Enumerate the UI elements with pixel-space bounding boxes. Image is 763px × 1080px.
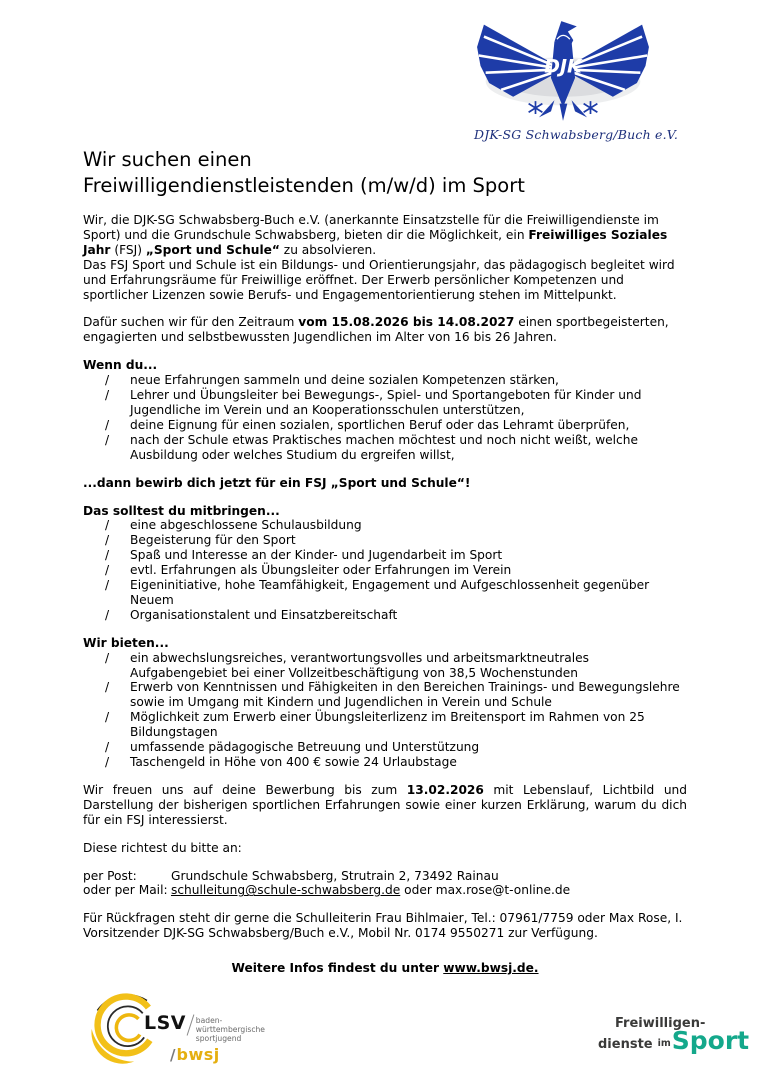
bewerbung-text: Wir freuen uns auf deine Bewerbung bis zum: [83, 782, 407, 797]
list-item: [83, 418, 687, 433]
list-item-text: Organisationstalent und Einsatzbereitschaft: [130, 607, 398, 622]
list-item-text: Spaß und Interesse an der Kinder- und Jugendarbeit im Sport: [130, 548, 503, 563]
list-item: [83, 388, 687, 418]
list-item-text: Lehrer und Übungsleiter bei Bewegungs-, Spiel- und Sportangeboten für Kinder und Jugendliche im Verein und an Kooperationsschulen unterstützen,: [130, 388, 642, 417]
call-to-action-line: ...dann bewirb dich jetzt für ein FSJ „Sport und Schule“!: [83, 475, 471, 490]
slash-bullet-icon: /: [105, 533, 110, 548]
title-line-2: Freiwilligendienstleistenden (m/w/d) im Sport: [83, 174, 525, 197]
intro-bold-fsj: Freiwilliges Soziales Jahr: [83, 227, 668, 257]
page-title: [83, 147, 687, 199]
slash-bullet-icon: /: [105, 548, 110, 563]
slash-bullet-icon: /: [105, 650, 110, 665]
weitere-infos-line: [83, 961, 687, 976]
list-item: [83, 373, 687, 388]
weitere-infos-text: Weitere Infos findest du unter: [231, 961, 444, 976]
fds-line2-dienste: dienste: [598, 1037, 653, 1052]
list-item: [83, 755, 687, 770]
list-item: [83, 548, 687, 563]
fds-wordmark: [598, 1016, 750, 1055]
bewerbung-deadline: 13.02.2026: [406, 782, 484, 797]
bieten-list: [83, 651, 687, 770]
slash-bullet-icon: /: [105, 388, 110, 403]
bwsj-link[interactable]: www.bwsj.de.: [443, 961, 539, 976]
slash-bullet-icon: /: [105, 740, 110, 755]
mail-label: oder per Mail:: [83, 883, 168, 898]
post-address: Grundschule Schwabsberg, Strutrain 2, 73492 Rainau: [171, 868, 499, 883]
list-item-text: Taschengeld in Höhe von 400 € sowie 24 Urlaubstage: [130, 755, 457, 769]
list-item-text: nach der Schule etwas Praktisches machen möchtest und noch nicht weißt, welche Ausbildung oder welches Studium du ergreifen willst,: [130, 432, 638, 462]
lsv-abbr: LSV: [144, 1012, 186, 1034]
lsv-subtitle-line1: baden-württembergische: [195, 1016, 265, 1034]
slash-bullet-icon: /: [105, 417, 110, 432]
intro-text: Wir, die DJK-SG Schwabsberg-Buch e.V. (anerkannte Einsatzstelle für die Freiwilligendienste im Sport) und die Grundschule Schwabsberg, bieten dir die Möglichkeit, ein: [83, 213, 659, 242]
list-item-text: Eigeninitiative, hohe Teamfähigkeit, Engagement und Aufgeschlossenheit gegenüber Neuem: [130, 578, 650, 607]
freiwilligendienste-logo: [598, 1002, 750, 1066]
zeitraum-paragraph: [83, 315, 687, 345]
section-heading-wenn-du: Wenn du...: [83, 358, 158, 373]
list-item-text: eine abgeschlossene Schulausbildung: [130, 518, 362, 533]
mail-alt-text: oder max.rose@t-online.de: [400, 883, 571, 898]
intro-text-3: zu absolvieren.: [279, 242, 377, 257]
mitbringen-list: [83, 518, 687, 622]
list-item: [83, 680, 687, 710]
bwsj-wordmark: bwsj: [176, 1045, 220, 1064]
mail-address: [171, 883, 570, 898]
list-item: [83, 608, 687, 623]
list-item-text: evtl. Erfahrungen als Übungsleiter oder Erfahrungen im Verein: [130, 563, 512, 578]
list-item-text: ein abwechslungsreiches, verantwortungsvolles und arbeitsmarktneutrales Aufgabengebiet bei einer Vollzeitbeschäftigung von 38,5 Wochenstunden: [130, 650, 590, 680]
bwsj-slash: /: [170, 1046, 176, 1064]
document-content: [83, 147, 687, 976]
list-item: [83, 533, 687, 548]
lsv-subtitle: [196, 1014, 271, 1043]
list-item-text: neue Erfahrungen sammeln und deine sozialen Kompetenzen stärken,: [130, 373, 559, 388]
lsv-bwsj-logo: [86, 992, 271, 1072]
list-item-text: Erwerb von Kenntnissen und Fähigkeiten in den Bereichen Trainings- und Bewegungslehre sowie im Umgang mit Kindern und Jugendlichen in Verein und Schule: [130, 680, 680, 710]
list-item-text: umfassende pädagogische Betreuung und Unterstützung: [130, 740, 480, 755]
intro-paragraph: [83, 213, 687, 302]
club-logo-caption: DJK-SG Schwabsberg/Buch e.V.: [474, 127, 679, 142]
zeitraum-text-2: einen sportbegeisterten, engagierten und selbstbewussten Jugendlichen im Alter von 16 bis 26 Jahren.: [83, 315, 669, 345]
bewerbung-text-2: mit Lebenslauf, Lichtbild und Darstellung der bisherigen sportlichen Erfahrungen sowie einer kurzen Erklärung, warum du dich für ein FSJ interessierst.: [83, 782, 687, 827]
slash-bullet-icon: /: [105, 563, 110, 578]
fds-im: im: [657, 1038, 671, 1049]
slash-bullet-icon: /: [105, 373, 110, 388]
zeitraum-text: Dafür suchen wir für den Zeitraum: [83, 315, 299, 330]
slash-bullet-icon: /: [105, 432, 110, 447]
section-heading-mitbringen: Das solltest du mitbringen...: [83, 503, 280, 518]
zeitraum-dates: vom 15.08.2026 bis 14.08.2027: [298, 315, 515, 330]
list-item: [83, 518, 687, 533]
slash-bullet-icon: /: [105, 680, 110, 695]
school-email-link[interactable]: schulleitung@schule-schwabsberg.de: [171, 883, 401, 898]
list-item-text: deine Eignung für einen sozialen, sportlichen Beruf oder das Lehramt überprüfen,: [130, 417, 630, 432]
intro-paragraph-2: Das FSJ Sport und Schule ist ein Bildungs- und Orientierungsjahr, das pädagogisch begleitet wird und Erfahrungsräume für Freiwillige eröffnet. Der Erwerb persönlicher Kompetenzen und sportlicher Lizenzen sowie Berufs- und Engagementorientierung stehen im Mittelpunkt.: [83, 257, 675, 302]
fds-sport: Sport: [671, 1026, 750, 1055]
list-item-text: Begeisterung für den Sport: [130, 533, 296, 548]
list-item: [83, 563, 687, 578]
lsv-divider: [187, 1014, 195, 1035]
list-item-text: Möglichkeit zum Erwerb einer Übungsleiterlizenz im Breitensport im Rahmen von 25 Bildungstagen: [130, 710, 645, 740]
list-item: [83, 433, 687, 463]
lsv-wordmark: [144, 1014, 271, 1064]
slash-bullet-icon: /: [105, 755, 110, 769]
djk-eagle-icon: [477, 16, 649, 126]
title-line-1: Wir suchen einen: [83, 148, 252, 171]
kontakt-intro: Diese richtest du bitte an:: [83, 840, 242, 855]
djk-monogram: DJK: [544, 55, 582, 78]
section-heading-bieten: Wir bieten...: [83, 635, 169, 650]
slash-bullet-icon: /: [105, 518, 110, 533]
wenn-du-list: [83, 373, 687, 462]
mail-address-row: [83, 883, 687, 898]
bewerbung-paragraph: [83, 783, 687, 828]
fds-line1: Freiwilligen-: [615, 1016, 706, 1031]
slash-bullet-icon: /: [105, 710, 110, 725]
club-logo: [474, 16, 679, 142]
post-label: per Post:: [83, 868, 137, 883]
post-address-row: [83, 869, 687, 884]
list-item: [83, 651, 687, 681]
slash-bullet-icon: /: [105, 607, 110, 622]
slash-bullet-icon: /: [105, 578, 110, 593]
rueckfragen-paragraph: Für Rückfragen steht dir gerne die Schulleiterin Frau Bihlmaier, Tel.: 07961/7759 oder Max Rose, I. Vorsitzender DJK-SG Schwabsberg/Buch e.V., Mobil Nr. 0174 9550271 zur Verfügung.: [83, 911, 683, 941]
list-item: [83, 710, 687, 740]
list-item: [83, 740, 687, 755]
lsv-subtitle-line2: sportjugend: [195, 1034, 242, 1043]
intro-bold-sport-schule: „Sport und Schule“: [145, 242, 280, 257]
list-item: [83, 578, 687, 608]
intro-text-2: (FSJ): [110, 242, 146, 257]
